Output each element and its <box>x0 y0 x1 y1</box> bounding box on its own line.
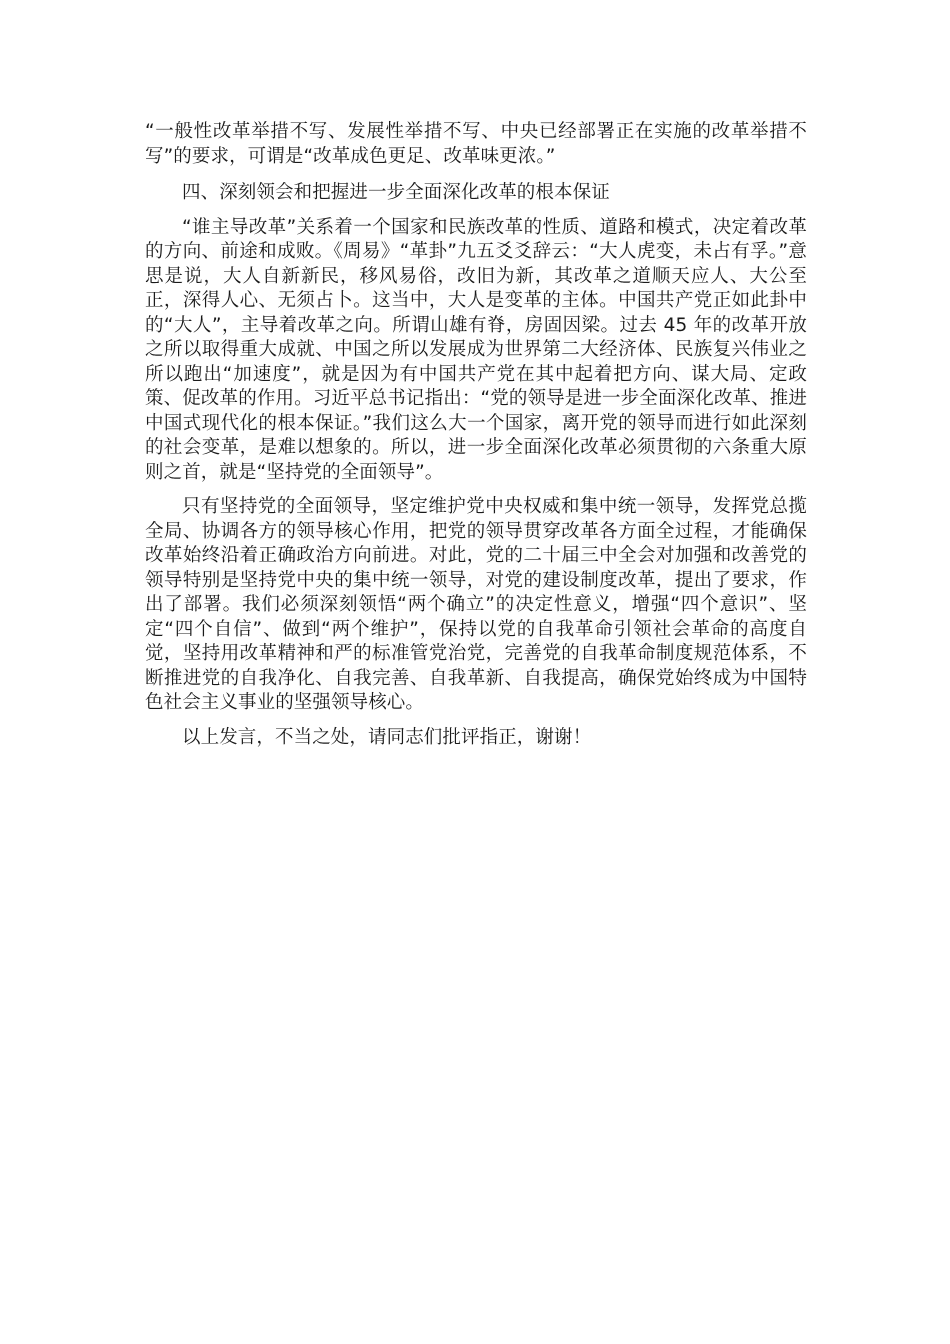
paragraph-closing: 以上发言，不当之处，请同志们批评指正，谢谢！ <box>182 726 592 748</box>
document-page <box>145 120 807 750</box>
paragraph-continuation: “一般性改革举措不写、发展性举措不写、中央已经部署正在实施的改革举措不写”的要求，可谓是“改革成色更足、改革味更浓。” <box>145 121 807 167</box>
paragraph-party-leadership: 只有坚持党的全面领导，坚定维护党中央权威和集中统一领导，发挥党总揽全局、协调各方的领导核心作用，把党的领导贯穿改革各方面全过程，才能确保改革始终沿着正确政治方向前进。对此，党的二十届三中全会对加强和改善党的领导特别是坚持党中央的集中统一领导，对党的建设制度改革，提出了要求，作出了部署。我们必须深刻领悟“两个确立”的决定性意义，增强“四个意识”、坚定“四个自信”、做到“两个维护”，保持以党的自我革命引领社会革命的高度自觉，坚持用改革精神和严的标准管党治党，完善党的自我革命制度规范体系，不断推进党的自我净化、自我完善、自我革新、自我提高，确保党始终成为中国特色社会主义事业的坚强领导核心。 <box>145 496 807 713</box>
section-heading-four: 四、深刻领会和把握进一步全面深化改革的根本保证 <box>182 182 610 203</box>
paragraph-who-leads-reform: “谁主导改革”关系着一个国家和民族改革的性质、道路和模式，决定着改革的方向、前途和成败。《周易》“革卦”九五爻爻辞云：“大人虎变，未占有孚。”意思是说，大人自新新民，移风易俗，改旧为新，其改革之道顺天应人、大公至正，深得人心、无须占卜。这当中，大人是变革的主体。中国共产党正如此卦中的“大人”，主导着改革之向。所谓山雄有脊，房固因梁。过去 45 年的改革开放之所以取得重大成就、中国之所以发展成为世界第二大经济体、民族复兴伟业之所以跑出“加速度”，就是因为有中国共产党在其中起着把方向、谋大局、定政策、促改革的作用。习近平总书记指出：“党的领导是进一步全面深化改革、推进中国式现代化的根本保证。”我们这么大一个国家，离开党的领导而进行如此深刻的社会变革，是难以想象的。所以，进一步全面深化改革必须贯彻的六条重大原则之首，就是“坚持党的全面领导”。 <box>145 216 807 483</box>
